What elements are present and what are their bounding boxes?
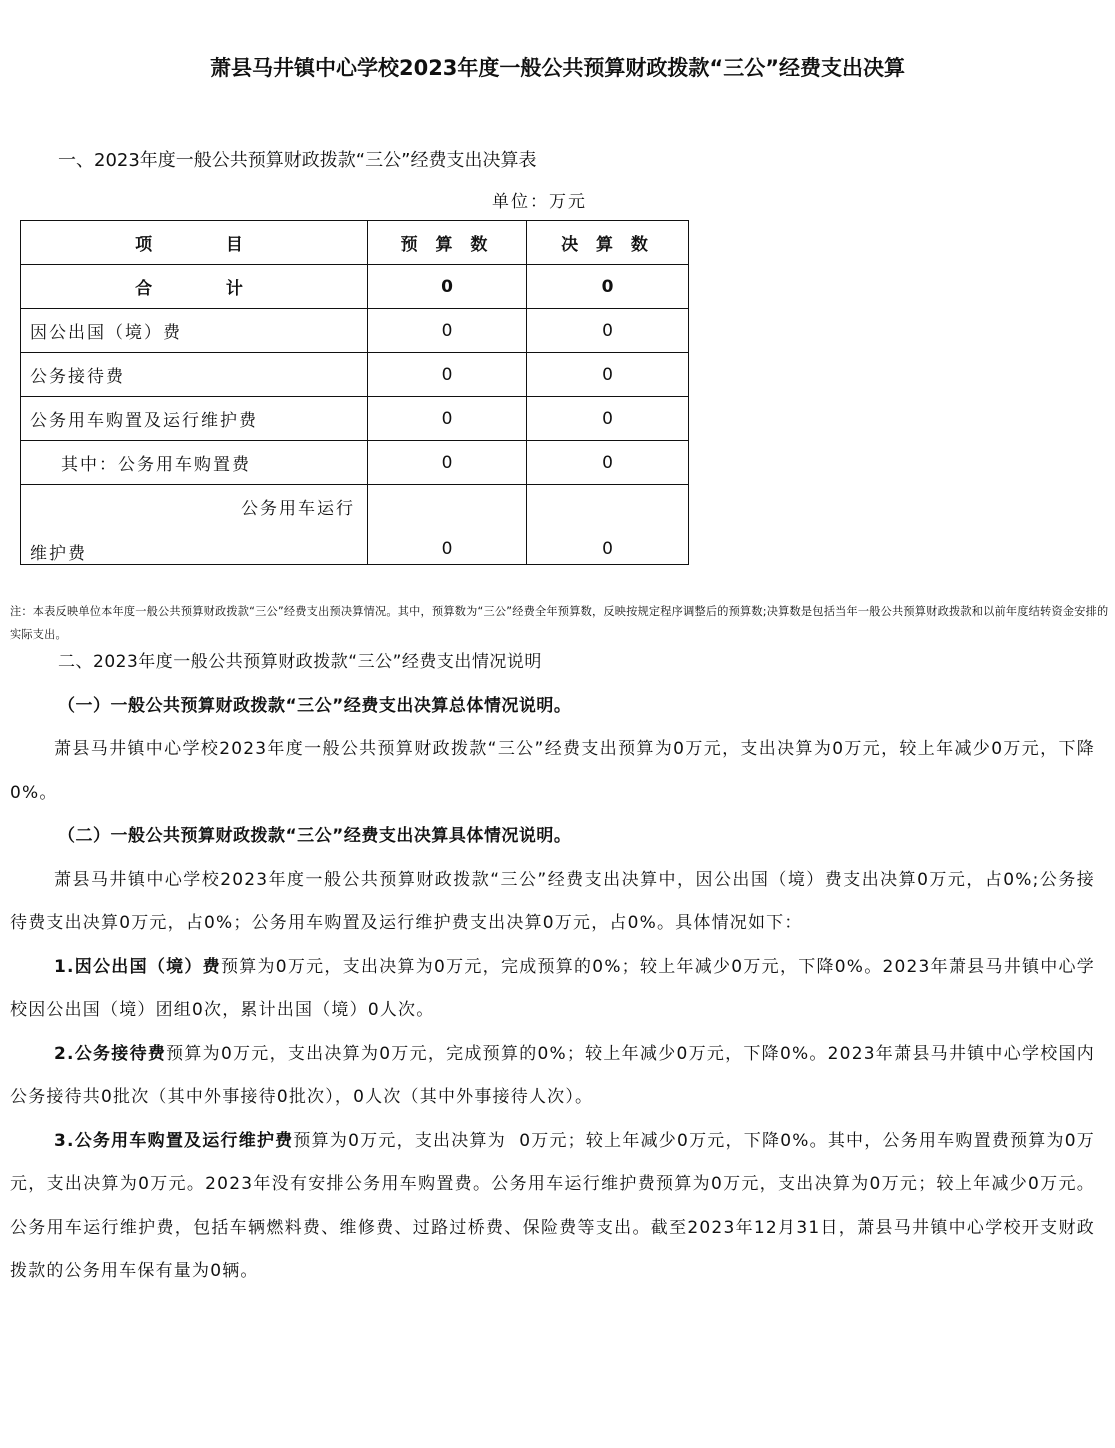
- row-budget: 0: [368, 265, 527, 309]
- row-budget: 0: [368, 397, 527, 441]
- item3-label: 3.公务用车购置及运行维护费: [54, 1130, 294, 1151]
- item3-text: 预算为0万元，支出决算为 0万元；较上年减少0万元，下降0%。其中，公务用车购置费预算为0万元，支出决算为0万元。2023年没有安排公务用车购置费。公务用车运行维护费预算为0万元，支出决算为0万元；较上年减少0万元。公务用车运行维护费，包括车辆燃料费、维修费、过路过桥费、保险费等支出。截至2023年12月31日，萧县马井镇中心学校开支财政拨款的公务用车保有量为0辆。: [10, 1130, 1095, 1281]
- header-budget: 预 算 数: [368, 221, 527, 265]
- item2-text: 预算为0万元，支出决算为0万元，完成预算的0%；较上年减少0万元，下降0%。2023年萧县马井镇中心学校国内公务接待共0批次（其中外事接待0批次），0人次（其中外事接待人次）。: [10, 1043, 1095, 1107]
- item1-text: 预算为0万元，支出决算为0万元，完成预算的0%；较上年减少0万元，下降0%。2023年萧县马井镇中心学校因公出国（境）团组0次，累计出国（境）0人次。: [10, 956, 1095, 1020]
- table-row: [21, 397, 689, 441]
- row-item-line2: 维护费: [30, 544, 87, 564]
- header-final: 决 算 数: [527, 221, 689, 265]
- sub2-text: 萧县马井镇中心学校2023年度一般公共预算财政拨款“三公”经费支出决算中，因公出国（境）费支出决算0万元，占0%;公务接待费支出决算0万元，占0%；公务用车购置及运行维护费支出决算0万元，占0%。具体情况如下：: [10, 869, 1095, 933]
- document-title: 萧县马井镇中心学校2023年度一般公共预算财政拨款“三公”经费支出决算: [209, 56, 906, 80]
- item1-label: 1.因公出国（境）费: [54, 956, 221, 977]
- section2-heading: 二、2023年度一般公共预算财政拨款“三公”经费支出情况说明: [58, 652, 542, 672]
- table-row: [21, 485, 689, 565]
- unit-label: 单位：万元: [492, 192, 587, 212]
- row-final: 0: [527, 309, 689, 353]
- row-item-line1: 公务用车运行: [241, 499, 355, 519]
- row-budget: 0: [441, 539, 453, 559]
- row-item: 合 计: [21, 265, 368, 309]
- sub1-heading: （一）一般公共预算财政拨款“三公”经费支出决算总体情况说明。: [58, 695, 572, 716]
- row-item: 因公出国（境）费: [21, 309, 368, 353]
- table-row: [21, 441, 689, 485]
- row-budget: 0: [368, 309, 527, 353]
- row-budget-cell: [368, 485, 527, 565]
- table-row-total: [21, 265, 689, 309]
- table-row: [21, 309, 689, 353]
- expense-table: [20, 220, 689, 565]
- table-header-row: [21, 221, 689, 265]
- row-final-cell: [527, 485, 689, 565]
- body-text: [0, 641, 1115, 1294]
- item2-paragraph: [0, 1033, 1115, 1120]
- sub1-text: 萧县马井镇中心学校2023年度一般公共预算财政拨款“三公”经费支出预算为0万元，支出决算为0万元，较上年减少0万元，下降0%。: [10, 739, 1095, 803]
- header-item: 项 目: [21, 221, 368, 265]
- section1-heading: 一、2023年度一般公共预算财政拨款“三公”经费支出决算表: [58, 150, 537, 171]
- item2-label: 2.公务接待费: [54, 1043, 167, 1064]
- row-budget: 0: [368, 353, 527, 397]
- row-final: 0: [527, 265, 689, 309]
- row-final: 0: [527, 441, 689, 485]
- item3-paragraph: [0, 1120, 1115, 1294]
- row-budget: 0: [368, 441, 527, 485]
- row-item: 其中：公务用车购置费: [21, 441, 368, 485]
- row-final: 0: [527, 397, 689, 441]
- sub2-heading: （二）一般公共预算财政拨款“三公”经费支出决算具体情况说明。: [58, 826, 572, 846]
- table-note: 注：本表反映单位本年度一般公共预算财政拨款“三公”经费支出预决算情况。其中，预算数为“三公”经费全年预算数，反映按规定程序调整后的预算数;决算数是包括当年一般公共预算财政拨款和以前年度结转资金安排的实际支出。: [10, 605, 1109, 641]
- row-item: 公务用车购置及运行维护费: [21, 397, 368, 441]
- item1-paragraph: [0, 946, 1115, 1033]
- row-final: 0: [602, 539, 613, 559]
- row-final: 0: [527, 353, 689, 397]
- row-item: 公务接待费: [21, 353, 368, 397]
- table-row: [21, 353, 689, 397]
- row-item-cell: [21, 485, 368, 565]
